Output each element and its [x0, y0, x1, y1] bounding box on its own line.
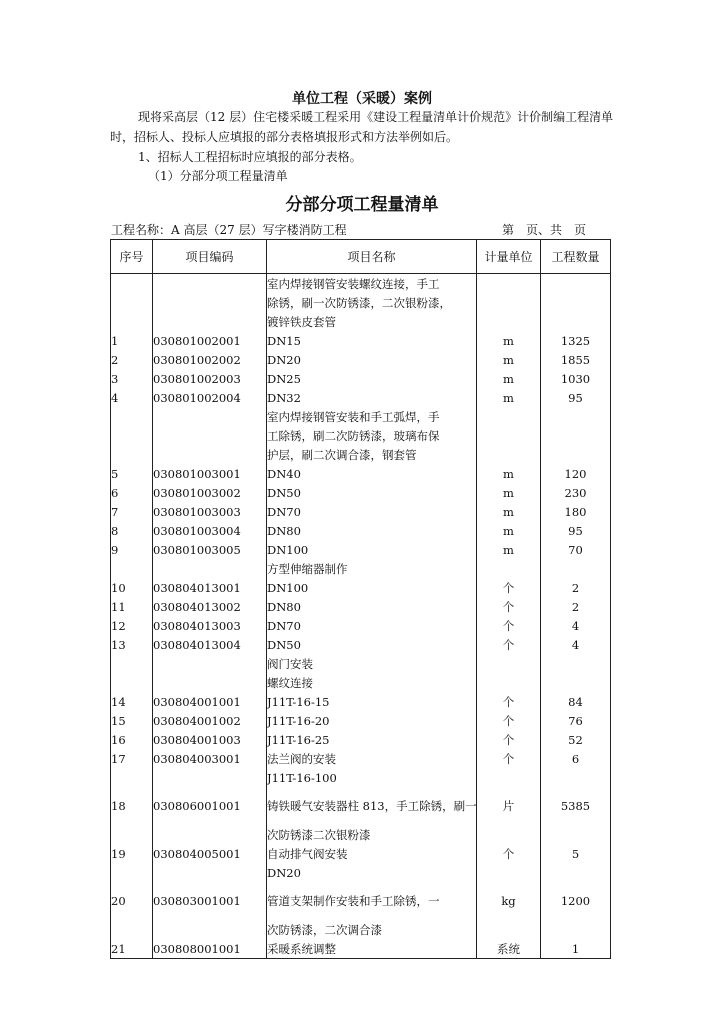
unit-of-measure: m — [477, 540, 541, 559]
quantity: 52 — [541, 730, 611, 749]
quantity: 2 — [541, 597, 611, 616]
table-row — [111, 730, 611, 749]
quantity — [541, 426, 611, 445]
item-name: DN70 — [267, 616, 477, 635]
row-number: 8 — [111, 521, 153, 540]
item-code: 030801002001 — [153, 331, 267, 350]
item-code: 030804013001 — [153, 578, 267, 597]
item-code: 030804013004 — [153, 635, 267, 654]
table-row — [111, 920, 611, 939]
item-code — [153, 293, 267, 312]
row-number: 5 — [111, 464, 153, 483]
unit-of-measure: m — [477, 350, 541, 369]
item-name: 镀锌铁皮套管 — [267, 312, 477, 331]
row-number: 1 — [111, 331, 153, 350]
table-row — [111, 711, 611, 730]
item-code — [153, 825, 267, 844]
table-row — [111, 825, 611, 844]
table-row — [111, 578, 611, 597]
unit-of-measure: m — [477, 331, 541, 350]
item-code — [153, 312, 267, 331]
unit-of-measure: 个 — [477, 730, 541, 749]
item-name: J11T-16-100 — [267, 768, 477, 787]
unit-of-measure — [477, 274, 541, 294]
quantity — [541, 920, 611, 939]
quantity: 1855 — [541, 350, 611, 369]
table-row — [111, 939, 611, 959]
header-code: 项目编码 — [153, 240, 267, 274]
unit-of-measure: m — [477, 483, 541, 502]
row-number: 15 — [111, 711, 153, 730]
row-number — [111, 654, 153, 673]
item-name: 铸铁暖气安装器柱 813，手工除锈，刷一 — [267, 787, 477, 825]
unit-of-measure — [477, 559, 541, 578]
table-row — [111, 882, 611, 920]
item-name: 工除锈，刷二次防锈漆，玻璃布保 — [267, 426, 477, 445]
item-code: 030801003001 — [153, 464, 267, 483]
item-name: J11T-16-25 — [267, 730, 477, 749]
table-row — [111, 559, 611, 578]
item-name: 次防锈漆，二次调合漆 — [267, 920, 477, 939]
unit-of-measure — [477, 768, 541, 787]
project-name: 工程名称：A 高层（27 层）写字楼消防工程 — [111, 223, 347, 237]
table-row — [111, 635, 611, 654]
quantity: 1030 — [541, 369, 611, 388]
quantity: 4 — [541, 616, 611, 635]
item-name: 室内焊接钢管安装螺纹连接，手工 — [267, 274, 477, 294]
item-name: 螺纹连接 — [267, 673, 477, 692]
item-name: DN40 — [267, 464, 477, 483]
section-heading-1: 1、招标人工程招标时应填报的部分表格。 — [138, 150, 362, 164]
row-number — [111, 445, 153, 464]
unit-of-measure: 个 — [477, 578, 541, 597]
quantity: 6 — [541, 749, 611, 768]
row-number: 21 — [111, 939, 153, 959]
item-name: 护层，刷二次调合漆，钢套管 — [267, 445, 477, 464]
item-name: 阀门安装 — [267, 654, 477, 673]
item-name: 次防锈漆二次银粉漆 — [267, 825, 477, 844]
item-code: 030804001002 — [153, 711, 267, 730]
table-row — [111, 388, 611, 407]
quantity — [541, 654, 611, 673]
unit-of-measure: kg — [477, 882, 541, 920]
quantity: 95 — [541, 388, 611, 407]
item-code: 030801003004 — [153, 521, 267, 540]
header-no: 序号 — [111, 240, 153, 274]
quantity: 2 — [541, 578, 611, 597]
unit-of-measure — [477, 312, 541, 331]
unit-of-measure: 系统 — [477, 939, 541, 959]
row-number: 10 — [111, 578, 153, 597]
table-row — [111, 768, 611, 787]
table-row — [111, 844, 611, 863]
unit-of-measure: 个 — [477, 711, 541, 730]
page-info: 第 页、共 页 — [502, 223, 587, 237]
table-row — [111, 673, 611, 692]
row-number: 6 — [111, 483, 153, 502]
quantity — [541, 825, 611, 844]
item-code — [153, 559, 267, 578]
row-number: 2 — [111, 350, 153, 369]
row-number: 14 — [111, 692, 153, 711]
unit-of-measure: 个 — [477, 616, 541, 635]
table-row — [111, 445, 611, 464]
item-code — [153, 673, 267, 692]
quantity: 84 — [541, 692, 611, 711]
item-name: J11T-16-20 — [267, 711, 477, 730]
item-code — [153, 863, 267, 882]
item-name: 采暖系统调整 — [267, 939, 477, 959]
header-unit: 计量单位 — [477, 240, 541, 274]
item-name: 自动排气阀安装 — [267, 844, 477, 863]
quantity — [541, 293, 611, 312]
row-number: 9 — [111, 540, 153, 559]
row-number: 3 — [111, 369, 153, 388]
item-name: DN50 — [267, 635, 477, 654]
table-row — [111, 426, 611, 445]
quantity: 1 — [541, 939, 611, 959]
item-name: 室内焊接钢管安装和手工弧焊，手 — [267, 407, 477, 426]
unit-of-measure — [477, 426, 541, 445]
row-number — [111, 768, 153, 787]
item-code — [153, 426, 267, 445]
item-code: 030801002002 — [153, 350, 267, 369]
item-name: DN80 — [267, 521, 477, 540]
intro-paragraph: 现将采高层（12 层）住宅楼采暖工程采用《建设工程量清单计价规范》计价制编工程清单时，招标人、投标人应填报的部分表格填报形式和方法举例如后。 — [110, 110, 614, 144]
item-name: 除锈，刷一次防锈漆，二次银粉漆， — [267, 293, 477, 312]
item-name: DN25 — [267, 369, 477, 388]
quantity — [541, 863, 611, 882]
table-row — [111, 597, 611, 616]
unit-of-measure: 个 — [477, 597, 541, 616]
item-name: DN100 — [267, 578, 477, 597]
quantity: 4 — [541, 635, 611, 654]
row-number — [111, 426, 153, 445]
row-number: 4 — [111, 388, 153, 407]
unit-of-measure — [477, 825, 541, 844]
item-code: 030806001001 — [153, 787, 267, 825]
row-number: 20 — [111, 882, 153, 920]
unit-of-measure — [477, 920, 541, 939]
item-code: 030804001001 — [153, 692, 267, 711]
unit-of-measure — [477, 863, 541, 882]
item-name: DN32 — [267, 388, 477, 407]
item-code: 030808001001 — [153, 939, 267, 959]
row-number: 18 — [111, 787, 153, 825]
row-number — [111, 863, 153, 882]
row-number — [111, 407, 153, 426]
item-code: 030801003005 — [153, 540, 267, 559]
quantity: 5385 — [541, 787, 611, 825]
table-body — [111, 274, 611, 959]
item-code: 030804003001 — [153, 749, 267, 768]
bill-of-quantities-table — [110, 239, 611, 959]
row-number: 7 — [111, 502, 153, 521]
item-code: 030804013003 — [153, 616, 267, 635]
row-number — [111, 673, 153, 692]
item-code — [153, 274, 267, 294]
table-title: 分部分项工程量清单 — [285, 195, 439, 215]
unit-of-measure — [477, 293, 541, 312]
quantity — [541, 768, 611, 787]
item-name: DN20 — [267, 350, 477, 369]
table-row — [111, 863, 611, 882]
item-name: DN100 — [267, 540, 477, 559]
quantity — [541, 312, 611, 331]
item-code — [153, 920, 267, 939]
unit-of-measure: 个 — [477, 749, 541, 768]
unit-of-measure — [477, 445, 541, 464]
item-code: 030804013002 — [153, 597, 267, 616]
quantity: 5 — [541, 844, 611, 863]
item-name: DN20 — [267, 863, 477, 882]
unit-of-measure: m — [477, 521, 541, 540]
item-code: 030801003002 — [153, 483, 267, 502]
item-code — [153, 654, 267, 673]
unit-of-measure — [477, 673, 541, 692]
table-row — [111, 369, 611, 388]
quantity: 1200 — [541, 882, 611, 920]
item-code — [153, 768, 267, 787]
quantity — [541, 445, 611, 464]
row-number: 17 — [111, 749, 153, 768]
row-number — [111, 920, 153, 939]
item-name: 管道支架制作安装和手工除锈，一 — [267, 882, 477, 920]
quantity — [541, 274, 611, 294]
item-name: DN70 — [267, 502, 477, 521]
unit-of-measure: 个 — [477, 692, 541, 711]
item-code: 030801003003 — [153, 502, 267, 521]
item-code: 030803001001 — [153, 882, 267, 920]
table-row — [111, 787, 611, 825]
unit-of-measure: m — [477, 369, 541, 388]
table-row — [111, 616, 611, 635]
table-row — [111, 331, 611, 350]
table-row — [111, 274, 611, 294]
quantity: 70 — [541, 540, 611, 559]
table-row — [111, 464, 611, 483]
quantity: 76 — [541, 711, 611, 730]
table-row — [111, 749, 611, 768]
quantity: 95 — [541, 521, 611, 540]
row-number — [111, 274, 153, 294]
header-name: 项目名称 — [267, 240, 477, 274]
table-row — [111, 312, 611, 331]
quantity — [541, 673, 611, 692]
item-name: DN15 — [267, 331, 477, 350]
unit-of-measure: 个 — [477, 635, 541, 654]
table-header-row — [111, 240, 611, 274]
row-number: 11 — [111, 597, 153, 616]
quantity: 120 — [541, 464, 611, 483]
row-number: 19 — [111, 844, 153, 863]
item-code: 030801002004 — [153, 388, 267, 407]
table-row — [111, 521, 611, 540]
unit-of-measure — [477, 407, 541, 426]
row-number: 12 — [111, 616, 153, 635]
item-code: 030804001003 — [153, 730, 267, 749]
unit-of-measure: 个 — [477, 844, 541, 863]
item-name: J11T-16-15 — [267, 692, 477, 711]
item-code — [153, 407, 267, 426]
table-row — [111, 502, 611, 521]
table-row — [111, 293, 611, 312]
row-number — [111, 559, 153, 578]
row-number: 16 — [111, 730, 153, 749]
unit-of-measure: m — [477, 464, 541, 483]
table-row — [111, 350, 611, 369]
unit-of-measure: m — [477, 388, 541, 407]
quantity — [541, 559, 611, 578]
row-number — [111, 825, 153, 844]
table-row — [111, 407, 611, 426]
quantity: 180 — [541, 502, 611, 521]
item-name: DN80 — [267, 597, 477, 616]
row-number — [111, 312, 153, 331]
unit-of-measure: 片 — [477, 787, 541, 825]
unit-of-measure — [477, 654, 541, 673]
table-row — [111, 692, 611, 711]
quantity: 230 — [541, 483, 611, 502]
quantity — [541, 407, 611, 426]
row-number — [111, 293, 153, 312]
table-row — [111, 540, 611, 559]
header-qty: 工程数量 — [541, 240, 611, 274]
item-name: 法兰阀的安装 — [267, 749, 477, 768]
unit-of-measure: m — [477, 502, 541, 521]
item-name: 方型伸缩器制作 — [267, 559, 477, 578]
quantity: 1325 — [541, 331, 611, 350]
table-row — [111, 654, 611, 673]
table-row — [111, 483, 611, 502]
item-code: 030804005001 — [153, 844, 267, 863]
item-code — [153, 445, 267, 464]
document-title: 单位工程（采暖）案例 — [292, 91, 432, 107]
item-name: DN50 — [267, 483, 477, 502]
item-code: 030801002003 — [153, 369, 267, 388]
section-heading-1-1: （1）分部分项工程量清单 — [148, 169, 288, 183]
row-number: 13 — [111, 635, 153, 654]
